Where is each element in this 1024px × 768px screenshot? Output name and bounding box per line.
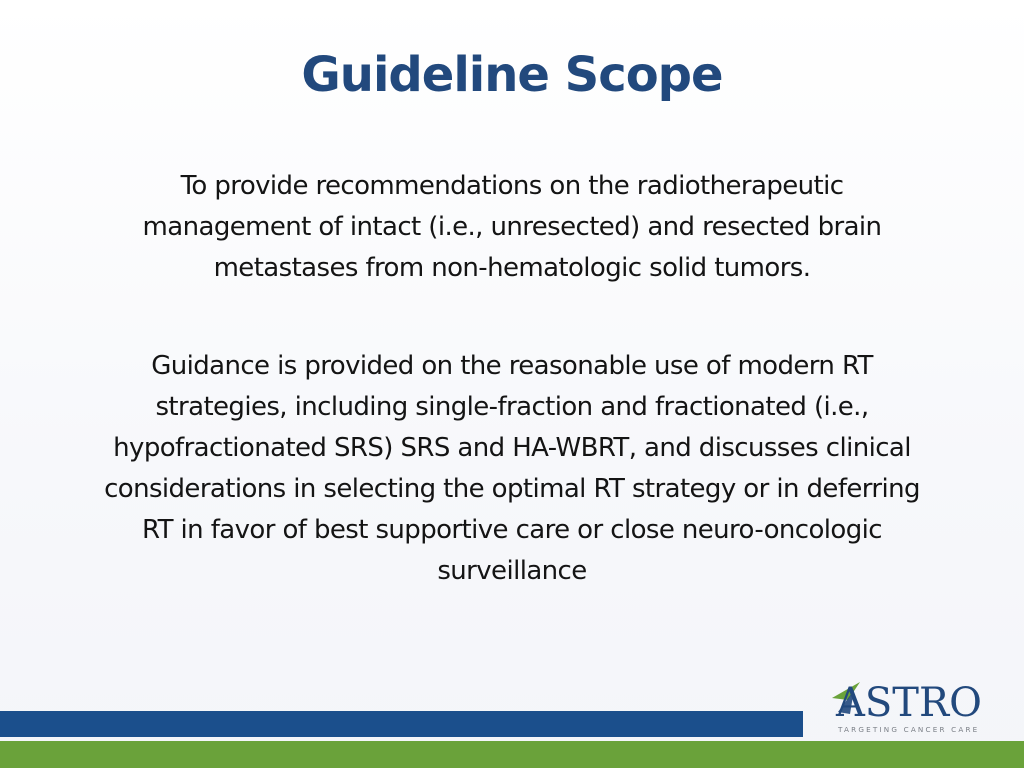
paragraph-2-line: RT in favor of best supportive care or close neuro-oncologic (142, 515, 882, 545)
footer-bar-green (0, 741, 1024, 768)
astro-logo-icon (830, 672, 1000, 736)
logo-wordmark: ASTRO (836, 680, 982, 726)
scope-paragraph-2 (55, 346, 969, 592)
paragraph-2-line: Guidance is provided on the reasonable use of modern RT (151, 351, 873, 381)
paragraph-2-line: strategies, including single-fraction and fractionated (i.e., (155, 392, 869, 422)
logo-tagline: TARGETING CANCER CARE (838, 725, 980, 734)
slide-title: Guideline Scope (301, 47, 723, 103)
paragraph-2-line: hypofractionated SRS) SRS and HA-WBRT, and discusses clinical (113, 433, 911, 463)
scope-paragraph-1 (55, 166, 969, 289)
paragraph-1-line: metastases from non-hematologic solid tumors. (213, 253, 811, 283)
astro-logo (830, 672, 1000, 736)
footer-bar-blue (0, 711, 803, 737)
paragraph-1-line: To provide recommendations on the radiotherapeutic (180, 171, 844, 201)
paragraph-1-line: management of intact (i.e., unresected) and resected brain (142, 212, 882, 242)
paragraph-2-line: surveillance (437, 556, 587, 586)
paragraph-2-line: considerations in selecting the optimal RT strategy or in deferring (104, 474, 920, 504)
